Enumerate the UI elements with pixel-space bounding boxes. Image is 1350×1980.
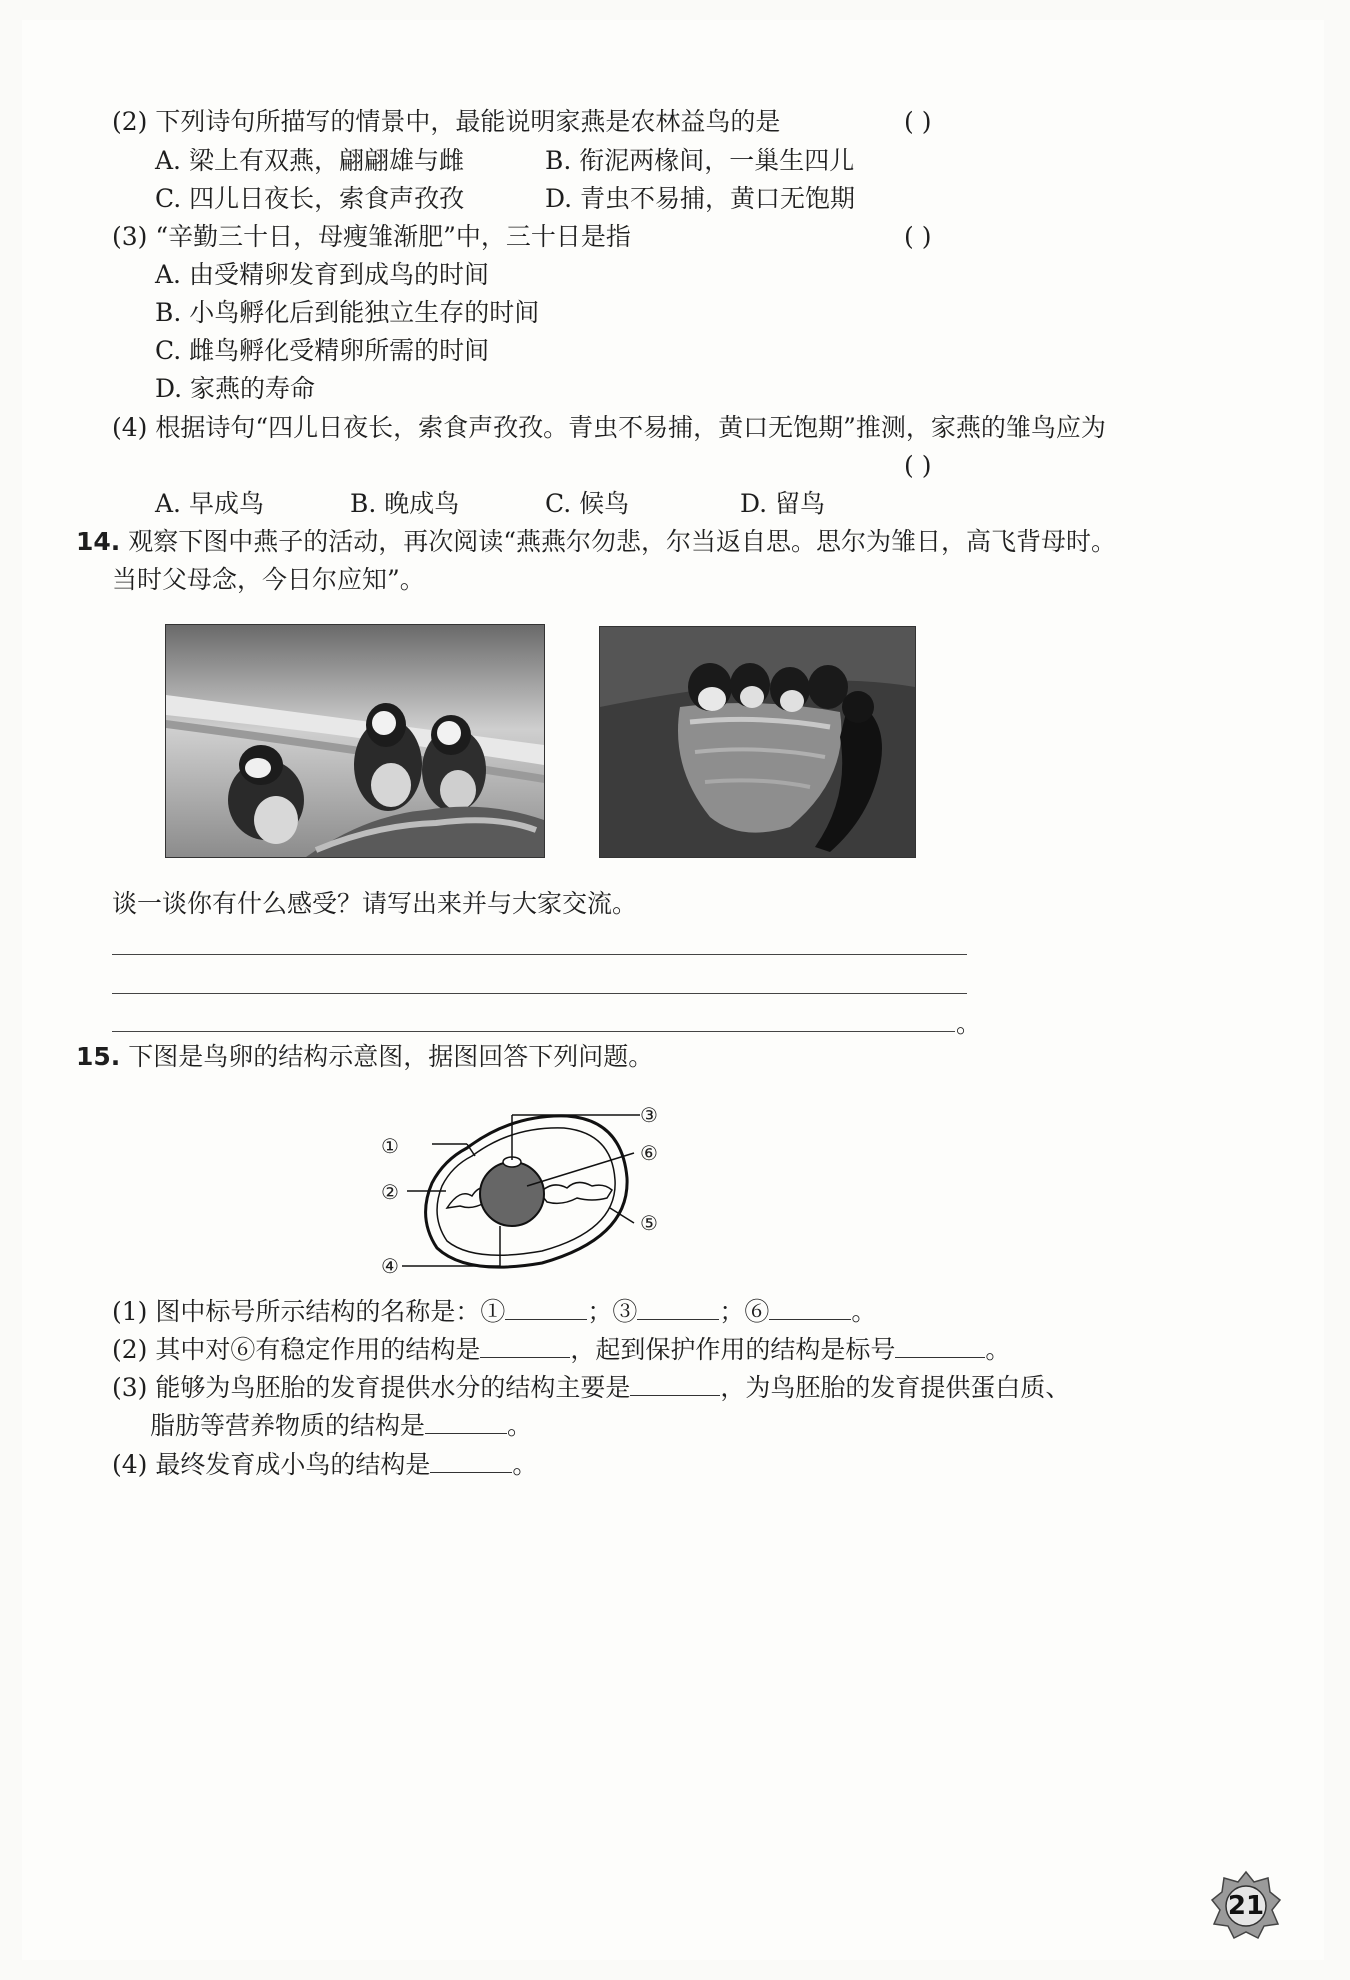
q13-2-option-b: B. 衔泥两椽间，一巢生四儿 [545, 146, 855, 175]
q13-3-option-b: B. 小鸟孵化后到能独立生存的时间 [155, 298, 540, 327]
q15-1-sep1: ；③ [587, 1297, 638, 1326]
answer-line-3[interactable] [112, 1031, 955, 1032]
blank-6[interactable] [769, 1297, 851, 1320]
answer-line-2[interactable] [112, 993, 967, 994]
q15-1-sep2: ；⑥ [719, 1297, 770, 1326]
q13-4-option-c: C. 候鸟 [545, 489, 630, 518]
q14-prompt: 谈一谈你有什么感受？请写出来并与大家交流。 [112, 889, 638, 918]
q13-4-option-b: B. 晚成鸟 [350, 489, 460, 518]
q15-stem [76, 1041, 653, 1073]
q14-stem-line2: 当时父母念，今日尔应知”。 [112, 565, 425, 594]
q15-1-text: (1) 图中标号所示结构的名称是：① [112, 1297, 506, 1326]
q13-4-option-a: A. 早成鸟 [155, 489, 264, 518]
q15-text: 下图是鸟卵的结构示意图，据图回答下列问题。 [128, 1042, 654, 1071]
q13-4-stem: (4) 根据诗句“四儿日夜长，索食声孜孜。青虫不易捕，黄口无饱期”推测，家燕的雏鸟应为 [112, 413, 1106, 442]
label-4: ④ [381, 1254, 399, 1278]
blank-3[interactable] [637, 1297, 719, 1320]
q13-2-option-d: D. 青虫不易捕，黄口无饱期 [545, 184, 856, 213]
q15-2-end: 。 [985, 1335, 1011, 1364]
q13-4-option-d: D. 留鸟 [740, 489, 826, 518]
q14-stem-line1 [76, 526, 1116, 558]
blank-embryo[interactable] [430, 1450, 512, 1473]
q15-4 [112, 1449, 537, 1481]
blank-nutrients[interactable] [425, 1411, 507, 1434]
q13-3-option-d: D. 家燕的寿命 [155, 374, 316, 403]
blank-protection[interactable] [895, 1335, 985, 1358]
q15-3-mid: ，为鸟胚胎的发育提供蛋白质、 [720, 1373, 1071, 1402]
answer-line-1[interactable] [112, 954, 967, 955]
answer-end-mark: 。 [956, 1009, 982, 1038]
blank-1[interactable] [505, 1297, 587, 1320]
swallow-feeding-photo [599, 626, 916, 858]
q15-3-text: (3) 能够为鸟胚胎的发育提供水分的结构主要是 [112, 1373, 631, 1402]
q13-2-stem: (2) 下列诗句所描写的情景中，最能说明家燕是农林益鸟的是 [112, 107, 781, 136]
q15-2-text: (2) 其中对⑥有稳定作用的结构是 [112, 1335, 481, 1364]
q13-2-answer-paren[interactable]: ( ) [904, 107, 932, 136]
label-6: ⑥ [640, 1141, 658, 1165]
q13-2-option-c: C. 四儿日夜长，索食声孜孜 [155, 184, 465, 213]
q15-3 [112, 1372, 1070, 1404]
label-5: ⑤ [640, 1211, 658, 1235]
blank-water[interactable] [630, 1373, 720, 1396]
q15-1-end: 。 [851, 1297, 877, 1326]
q15-3-end: 。 [507, 1411, 533, 1440]
q13-2-option-a: A. 梁上有双燕，翩翩雄与雌 [155, 146, 464, 175]
label-1: ① [381, 1134, 399, 1158]
q13-3-option-a: A. 由受精卵发育到成鸟的时间 [155, 260, 489, 289]
q13-3-stem: (3) “辛勤三十日，母瘦雏渐肥”中，三十日是指 [112, 222, 631, 251]
blank-stabilizer[interactable] [480, 1335, 570, 1358]
q14-text-line1: 观察下图中燕子的活动，再次阅读“燕燕尔勿悲，尔当返自思。思尔为雏日，高飞背母时。 [128, 527, 1117, 556]
q15-2 [112, 1334, 1010, 1366]
q13-3-option-c: C. 雌鸟孵化受精卵所需的时间 [155, 336, 490, 365]
q14-number: 14. [76, 527, 121, 556]
label-2: ② [381, 1180, 399, 1204]
swallow-chicks-photo [165, 624, 545, 858]
q15-3-line2-text: 脂肪等营养物质的结构是 [150, 1411, 426, 1440]
page-number: 21 [1227, 1891, 1265, 1921]
q15-number: 15. [76, 1042, 121, 1071]
q15-2-mid: ，起到保护作用的结构是标号 [570, 1335, 896, 1364]
q15-1 [112, 1296, 876, 1328]
label-3: ③ [640, 1103, 658, 1127]
q15-4-end: 。 [512, 1450, 538, 1479]
egg-structure-diagram [372, 1098, 672, 1278]
q15-4-text: (4) 最终发育成小鸟的结构是 [112, 1450, 431, 1479]
q13-3-answer-paren[interactable]: ( ) [904, 222, 932, 251]
q13-4-answer-paren[interactable]: ( ) [904, 451, 932, 480]
q15-3-line2 [150, 1410, 532, 1442]
